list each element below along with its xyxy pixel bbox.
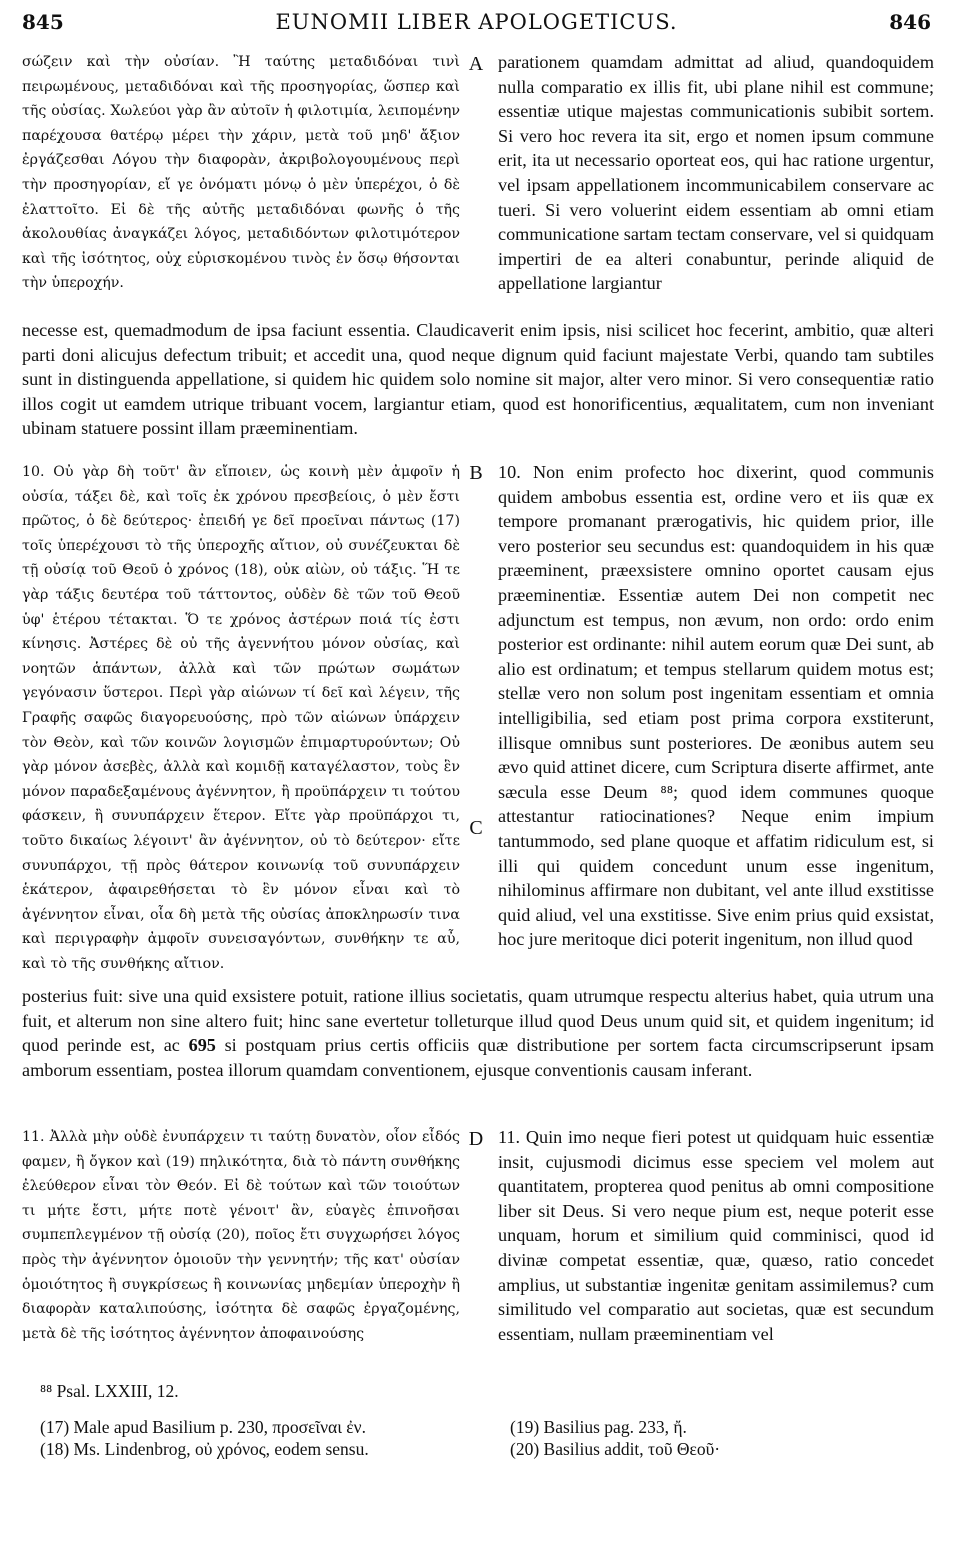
latin-fullwidth-a: necesse est, quemadmodum de ipsa faciunt essentia. Claudicaverit enim ipsis, nisi scilicet hoc fecerint, ambitio, quæ alteri parti doni alicujus defectum tribuit; et accedit una, quod neque dignum quid faciunt majestate Verbi, quando tam subtiles sunt in distinguenda appellatione, si quidem hic quidem solo nomine sit major, alter vero minor. Si vero consequentiæ ratio illos cogit ut eamdem utrique tribuant vocem, largiantur etiam, quod est honorificentius, æqualitatem, cum non inveniant ubinam statuere possint illam præeminentiam. [22,320,934,439]
latin-column-a: parationem quamdam admittat ad aliud, quandoquidem nulla comparatio ex illis fit, ubi plane nihil est commune; essentiæ utique majestas communicationis subibit sortem. Si vero hoc revera ita sit, ergo et nomen ipsum commune erit, ita ut necessario oporteat eos, qui hac ratione urgentur, vel ipsam appellationem incommunicabilem conservare ac tueri. Si vero voluerint eidem essentiam ab omni etiam communicatione sartam tectam conservare, vel si quidquam impertiri de ea alteri conabuntur, perinde aliquid de appellatione largiantur [498,52,934,294]
latin-column-d: 11. Quin imo neque fieri potest ut quidquam huic essentiæ insit, cujusmodi dicimus esse speciem vel molem aut quantitatem, propterea quod penitus ab omni compositione liber sit Deus. Si vero neque pium est, neque poterit esse unquam, horum et similium quid comminisci, quod id divinæ competat essentiæ, quæ, quæso, ratio concedet amplius, ut substantiæ ingenitæ genitam assimilemus? cum similitudo vel comparatio aut societas, quæ est secundum essentiam, nullam præeminentiam vel [498,1127,934,1344]
running-header [22,10,931,40]
greek-column-a: σώζειν καὶ τὴν οὐσίαν. Ἢ ταύτης μεταδιδόναι τινὶ πειρωμένους, μεταδιδόναι καὶ τῆς προσηγορίας, ὥσπερ καὶ τῆς οὐσίας. Χωλεύοι γὰρ ἂν αὐτοῖν ἡ φιλοτιμία, λειπομένην παρέχουσα θατέρῳ μέρει τὴν χάριν, μετὰ τοῦ μηδ' ἄξιον ἐργάζεσθαι Λόγου τὴν διαφορὰν, ἀκριβολογουμένους περὶ τὴν προσηγορίαν, εἴ γε ὀνόματι μόνῳ ὁ μὲν ὑπερέχοι, ὁ δὲ ἐλαττοῖτο. Εἰ δὲ τῆς αὐτῆς μεταδιδόναι φωνῆς ὁ τῆς ἀκολουθίας ἀναγκάζει λόγος, μεταδιδόντων φιλοτιμότερον καὶ τῆς ἰσότητος, οὐχ εὑρισκομένου τινὸς ἐν ὅσῳ θήσονται τὴν ὑπεροχήν. [22,54,460,292]
footnote-17: (17) Male apud Basilium p. 230, προσεῖναι ἐν. [40,1417,366,1437]
greek-column-d: 11. Ἀλλὰ μὴν οὐδὲ ἐνυπάρχειν τι ταύτῃ δυνατὸν, οἷον εἶδός φαμεν, ἢ ὄγκον καὶ (19) πηλικότητα, διὰ τὸ πάντη συνθήκης ἐλεύθερον εἶναι τὸν Θεόν. Εἰ δὲ τούτων καὶ τῶν τοιούτων τι μήτε ἔστι, μήτε ποτὲ γένοιτ' ἂν, εὐαγὲς ἐπινοῆσαι συμπεπλεγμένον τῇ οὐσίᾳ (20), ποῖος ἔτι συγχωρήσει λόγος πρὸς τὴν ἀγέννητον ὁμοιοῦν τὴν γεννητήν; τῆς κατ' οὐσίαν ὁμοιότητος ἢ συγκρίσεως ἢ κοινωνίας μηδεμίαν ὑπεροχὴν ἢ διαφορὰν καταλιπούσης, ἰσότητα δὲ σαφῶς ἐργαζομένης, μετὰ δὲ τῆς ἰσότητος ἀγέννητον ἀποφαινούσης [22,1129,460,1342]
page-number-right: 846 [889,10,931,34]
footnote-88: ⁸⁸ Psal. LXXIII, 12. [40,1381,179,1401]
latin-fullwidth-b-text-end: si postquam prius certis officiis quæ distributione per sortem facta circumscripserunt ipsam amborum essentiam, postea illorum quamdam conventionem, ejusque conventionis causam inferant. [22,1035,935,1080]
footnote-19: (19) Basilius pag. 233, ἤ. [510,1417,687,1437]
column-number: 695 [188,1035,216,1056]
section-marker-b: B [469,462,483,484]
footnotes-left [40,1416,480,1460]
footnote-18: (18) Ms. Lindenbrog, οὐ χρόνος, eodem sensu. [40,1439,369,1459]
section-marker-a: A [468,53,484,75]
running-title: EUNOMII LIBER APOLOGETICUS. [275,10,678,34]
section-marker-d: D [468,1128,484,1150]
page-number-left: 845 [22,10,64,34]
footnote-20: (20) Basilius addit, τοῦ Θεοῦ· [510,1439,721,1459]
latin-column-b: 10. Non enim profecto hoc dixerint, quod communis quidem ambobus essentia est, ordine vero et iis quæ ex tempore promanant prærogativis, hic quidem prior, ille vero posterior seu secundus est: quandoquidem in his quæ præeminent, præexsistere omnino oportet causam ejus præeminentiæ. Essentiæ autem Dei non competit nec adjunctum est tempus, non ævum, non ordo: ordo enim posterior est ordinante: nihil autem eorum quæ Dei sunt, ab alio est ordinatum; et tempus stellarum quidem motus est; stellæ vero non solum post ingenitam essentiam et omnia intelligibilia, sed etiam post prima corpora exstiterunt, illisque omnibus sunt posteriores. De æonibus autem seu ævo quid attinet dicere, cum Scriptura diserte affirmet, ante sæcula esse Deum ⁸⁸; quod idem communes quoque attestantur ratiocinationes? Neque enim impium tantummodo, sed plane quoque et affatim ridiculum est, si illi qui quidem concedunt unum esse ingenitum, nihilominus affirmare non dubitant, vel ante illud exstitisse quid aliud, vel una exstitisse. Sive enim prius quid exsistat, hoc jure meritoque dici poterit ingenitum, non illud quod [498,462,934,950]
latin-fullwidth-b-text: posterius fuit: sive una quid exsistere potuit, ratione illius societatis, quam utrumque respectu alterius habet, quia utrum una fuit, et alterum non sine altero fuit; hinc sane evertetur tolleturque illud quod Deus unum quid sit, et quidem ingenitum; id quod perinde est, ac [22,986,934,1056]
section-marker-c: C [469,817,483,839]
footnotes-right [510,1416,930,1460]
latin-fullwidth-b [22,984,934,1082]
greek-column-b: 10. Οὐ γὰρ δὴ τοῦτ' ἂν εἴποιεν, ὡς κοινὴ μὲν ἀμφοῖν ἡ οὐσία, τάξει δὲ, καὶ τοῖς ἐκ χρόνου πρεσβείοις, ὁ μὲν ἔστι πρῶτος, ὁ δὲ δεύτερος· ἐπειδή γε δεῖ προεῖναι πάντως (17) τοῖς ὑπερέχουσι τὸ τῆς ὑπεροχῆς αἴτιον, οὐ συνέζευκται δὲ τῇ οὐσίᾳ τοῦ Θεοῦ ὁ χρόνος (18), οὐκ αἰὼν, οὐ τάξις. Ἥ τε γὰρ τάξις δευτέρα τοῦ τάττοντος, οὐδὲν δὲ τῶν τοῦ Θεοῦ ὑφ' ἑτέρου τέτακται. Ὅ τε χρόνος ἀστέρων ποιά τίς ἐστι κίνησις. Ἀστέρες δὲ οὐ τῆς ἀγεννήτου μόνον οὐσίας, καὶ νοητῶν ἁπάντων, ἀλλὰ καὶ τῶν πρώτων σωμάτων γεγόνασιν ὕστεροι. Περὶ γὰρ αἰώνων τί δεῖ καὶ λέγειν, τῆς Γραφῆς σαφῶς διαγορευούσης, πρὸ τῶν αἰώνων ὑπάρχειν τὸν Θεὸν, καὶ τῶν κοινῶν λογισμῶν ἐπιμαρτυρούντων; Οὐ γὰρ μόνον ἀσεβὲς, ἀλλὰ καὶ κομιδῇ καταγέλαστον, τοὺς ἓν μόνον παραδεξαμένους ἀγέννητον, ἢ προϋπάρχειν τι τούτου φάσκειν, ἢ συνυπάρχειν ἕτερον. Εἴτε γὰρ προϋπάρχοι τι, τοῦτο δικαίως λέγοιντ' ἂν ἀγέννητον, οὐ τὸ δεύτερον· εἴτε συνυπάρχοι, τῇ πρὸς θάτερον κοινωνίᾳ τοῦ συνυπάρχειν ἑκάτερον, ἀφαιρεθήσεται τὸ ἓν μόνον εἶναι καὶ τὸ ἀγέννητον εἶναι, οἷα δὴ μετὰ τῆς οὐσίας ἀποκληρωσίν τινα καὶ περιγραφὴν ἀμφοῖν συνεισαγόντων, συνθήκην τε αὖ, καὶ τὸ τῆς συνθήκης αἴτιον. [22,464,460,972]
